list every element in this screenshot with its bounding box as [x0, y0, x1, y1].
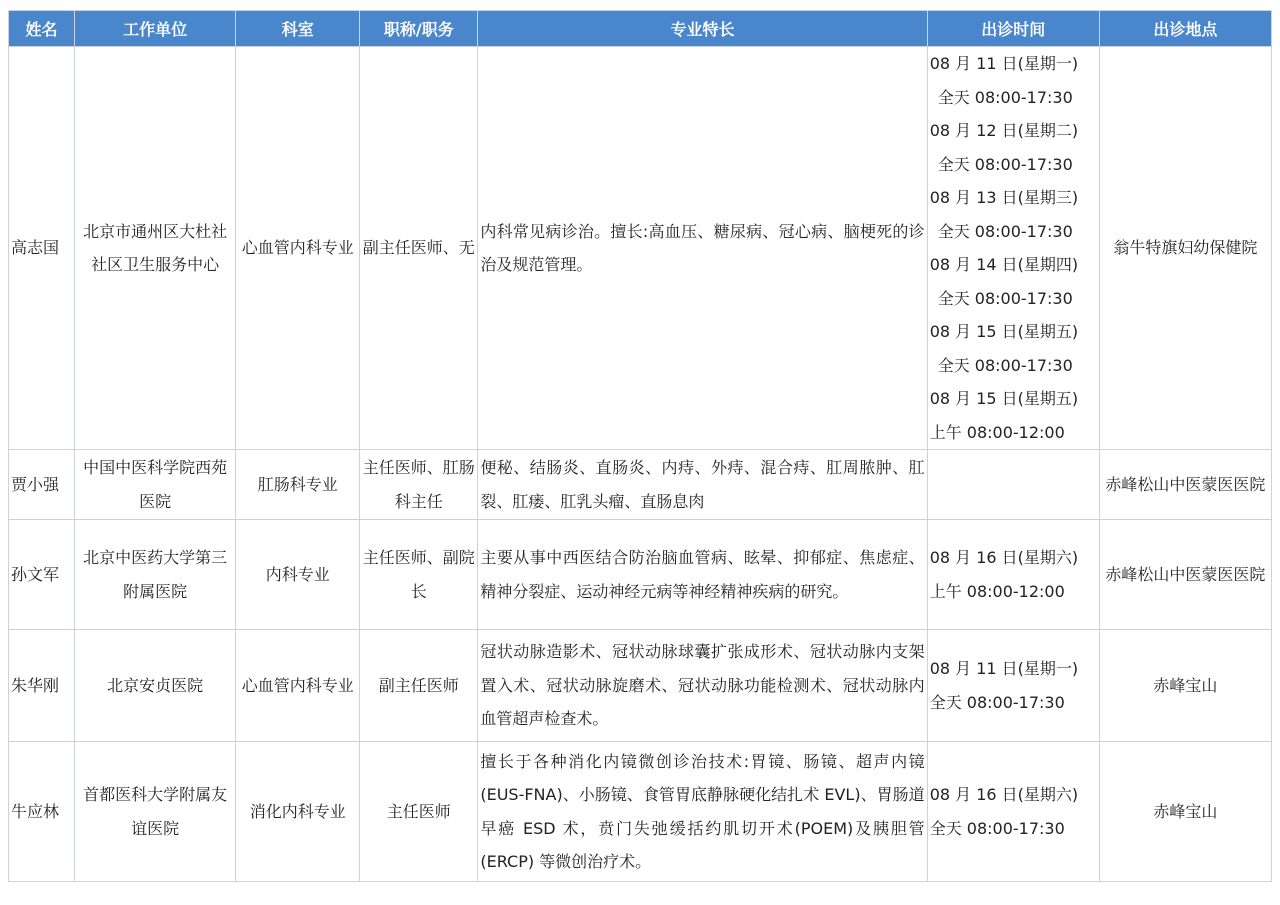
department: 消化内科专业 — [236, 742, 360, 882]
doctor-name: 高志国 — [9, 47, 75, 450]
schedule-table — [8, 10, 1272, 882]
specialty: 便秘、结肠炎、直肠炎、内痔、外痔、混合痔、肛周脓肿、肛裂、肛瘘、肛乳头瘤、直肠息肉 — [478, 450, 927, 520]
work-unit: 北京中医药大学第三附属医院 — [75, 520, 236, 630]
header-unit: 工作单位 — [75, 11, 236, 47]
job-title: 主任医师 — [360, 742, 478, 882]
table-row — [9, 520, 1272, 630]
time-line: 08 月 16 日(星期六) — [929, 548, 1079, 567]
job-title: 主任医师、副院长 — [360, 520, 478, 630]
clinic-place: 赤峰宝山 — [1099, 742, 1271, 882]
time-line: 08 月 15 日(星期五) — [929, 322, 1079, 341]
time-line: 全天 08:00-17:30 — [937, 154, 1073, 174]
doctor-name: 牛应林 — [9, 742, 75, 882]
department: 内科专业 — [236, 520, 360, 630]
header-dept: 科室 — [236, 11, 360, 47]
table-row — [9, 47, 1272, 450]
header-row — [9, 11, 1272, 47]
header-time: 出诊时间 — [927, 11, 1099, 47]
time-line: 08 月 11 日(星期一) — [929, 659, 1079, 678]
header-specialty: 专业特长 — [478, 11, 927, 47]
specialty: 冠状动脉造影术、冠状动脉球囊扩张成形术、冠状动脉内支架置入术、冠状动脉旋磨术、冠状动脉功能检测术、冠状动脉内血管超声检查术。 — [478, 630, 927, 742]
doctor-name: 孙文军 — [9, 520, 75, 630]
work-unit: 中国中医科学院西苑医院 — [75, 450, 236, 520]
time-line: 全天 08:00-17:30 — [937, 87, 1073, 107]
specialty: 擅长于各种消化内镜微创诊治技术:胃镜、肠镜、超声内镜(EUS-FNA)、小肠镜、食管胃底静脉硬化结扎术 EVL)、胃肠道早癌 ESD 术，贲门失弛缓括约肌切开术(POEM)及胰胆管(ERCP) 等微创治疗术。 — [478, 742, 927, 882]
header-title: 职称/职务 — [360, 11, 478, 47]
time-line: 08 月 15 日(星期五) — [929, 389, 1079, 408]
department: 肛肠科专业 — [236, 450, 360, 520]
time-line: 全天 08:00-17:30 — [937, 221, 1073, 241]
header-place: 出诊地点 — [1099, 11, 1271, 47]
table-header — [9, 11, 1272, 47]
time-line: 上午 08:00-12:00 — [929, 422, 1065, 442]
table-row — [9, 630, 1272, 742]
work-unit: 北京市通州区大杜社社区卫生服务中心 — [75, 47, 236, 450]
specialty: 主要从事中西医结合防治脑血管病、眩晕、抑郁症、焦虑症、精神分裂症、运动神经元病等神经精神疾病的研究。 — [478, 520, 927, 630]
clinic-place: 赤峰松山中医蒙医医院 — [1099, 520, 1271, 630]
clinic-time — [927, 450, 1099, 520]
specialty: 内科常见病诊治。擅长:高血压、糖尿病、冠心病、脑梗死的诊治及规范管理。 — [478, 47, 927, 450]
department: 心血管内科专业 — [236, 630, 360, 742]
doctor-name: 贾小强 — [9, 450, 75, 520]
job-title: 副主任医师 — [360, 630, 478, 742]
time-line: 上午 08:00-12:00 — [929, 581, 1065, 601]
clinic-time — [927, 742, 1099, 882]
time-line: 全天 08:00-17:30 — [937, 288, 1073, 308]
clinic-time — [927, 520, 1099, 630]
table-row — [9, 450, 1272, 520]
doctor-name: 朱华刚 — [9, 630, 75, 742]
time-line: 08 月 14 日(星期四) — [929, 255, 1079, 274]
table-row — [9, 742, 1272, 882]
clinic-place: 赤峰松山中医蒙医医院 — [1099, 450, 1271, 520]
clinic-time — [927, 47, 1099, 450]
time-line: 08 月 13 日(星期三) — [929, 188, 1079, 207]
time-line: 08 月 11 日(星期一) — [929, 54, 1079, 73]
time-line: 全天 08:00-17:30 — [929, 692, 1065, 712]
department: 心血管内科专业 — [236, 47, 360, 450]
work-unit: 北京安贞医院 — [75, 630, 236, 742]
clinic-place: 翁牛特旗妇幼保健院 — [1099, 47, 1271, 450]
time-line: 全天 08:00-17:30 — [929, 818, 1065, 838]
job-title: 主任医师、肛肠科主任 — [360, 450, 478, 520]
clinic-place: 赤峰宝山 — [1099, 630, 1271, 742]
time-line: 全天 08:00-17:30 — [937, 355, 1073, 375]
work-unit: 首都医科大学附属友谊医院 — [75, 742, 236, 882]
time-line: 08 月 16 日(星期六) — [929, 785, 1079, 804]
job-title: 副主任医师、无 — [360, 47, 478, 450]
header-name: 姓名 — [9, 11, 75, 47]
time-line: 08 月 12 日(星期二) — [929, 121, 1079, 140]
clinic-time — [927, 630, 1099, 742]
table-body — [9, 47, 1272, 882]
